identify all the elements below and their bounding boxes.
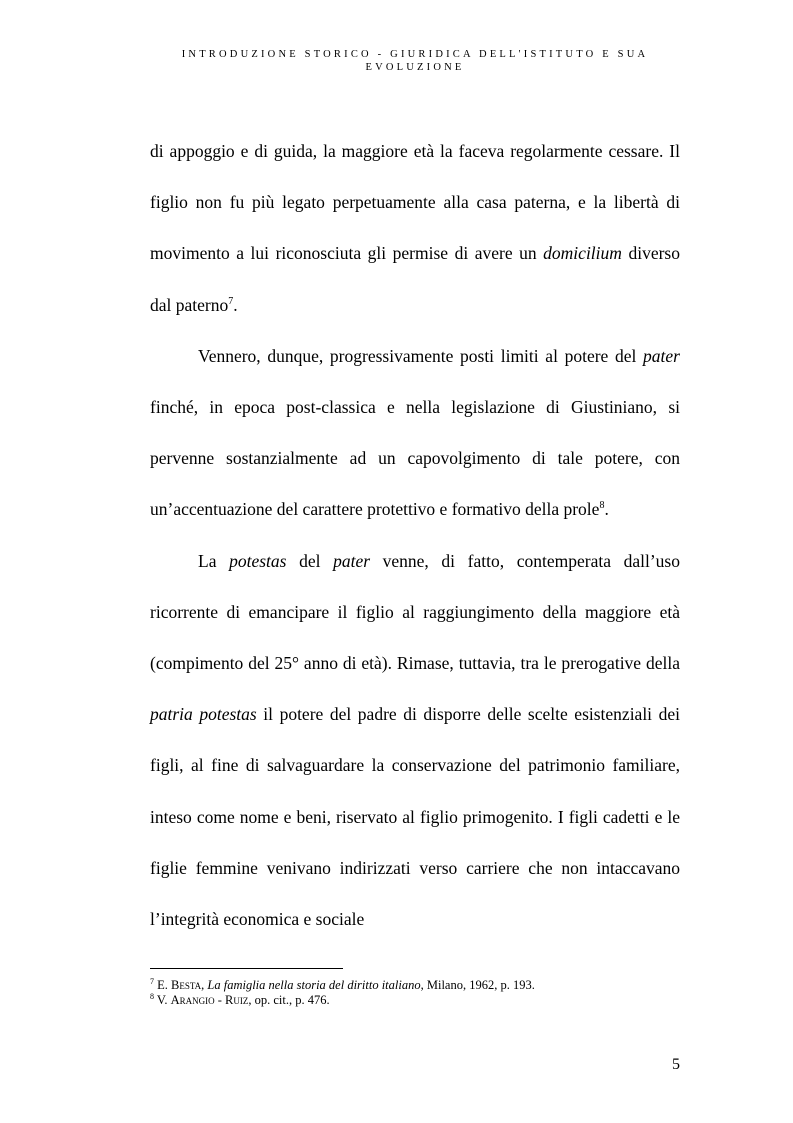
running-header-line-2: EVOLUZIONE bbox=[365, 62, 465, 73]
footnote-8: $^8$ V. Arangio - Ruiz, op. cit., p. 476. bbox=[150, 992, 330, 1007]
footnote-author: Besta bbox=[171, 978, 202, 992]
paragraph-3: La potestas del pater venne, di fatto, contemperata dall’uso ricorrente di emancipare il figlio al raggiungimento della maggiore età (compimento del 25° anno di età). Rimase, tuttavia, tra le prerogative della patria potestas il potere del padre di disporre delle scelte esistenziali dei figli, al fine di salvaguardare la conservazione del patrimonio familiare, inteso come nome e beni, riservato al figlio primogenito. I figli cadetti e le figlie femmine venivano indirizzati verso carriere che non intaccavano l’integrità economica e sociale bbox=[150, 550, 680, 930]
running-header bbox=[150, 48, 680, 74]
footnote-ref-8[interactable]: 8 bbox=[599, 500, 605, 512]
footnote-ref-7[interactable]: 7 bbox=[228, 295, 234, 307]
main-text bbox=[150, 126, 680, 945]
footnote-author: Arangio - Ruiz bbox=[170, 993, 249, 1007]
footnote-separator bbox=[150, 968, 343, 969]
page-number: 5 bbox=[672, 1056, 680, 1073]
paragraph-2: Vennero, dunque, progressivamente posti limiti al potere del pater finché, in epoca post-classica e nella legislazione di Giustiniano, si pervenne sostanzialmente ad un capovolgimento di tale potere, con un’accentuazione del carattere protettivo e formativo della prole$^8$. bbox=[150, 345, 680, 520]
running-header-line-1: INTRODUZIONE STORICO - GIURIDICA DELL'ISTITUTO E SUA bbox=[181, 49, 649, 60]
footnote-7: $^7$ E. Besta, La famiglia nella storia del diritto italiano, Milano, 1962, p. 193. bbox=[150, 977, 535, 992]
footnote-title: La famiglia nella storia del diritto italiano bbox=[207, 978, 421, 992]
footnotes bbox=[150, 978, 680, 1008]
paragraph-1: di appoggio e di guida, la maggiore età la faceva regolarmente cessare. Il figlio non fu più legato perpetuamente alla casa paterna, e la libertà di movimento a lui riconosciuta gli permise di avere un domicilium diverso dal paterno$^7$. bbox=[150, 141, 680, 315]
